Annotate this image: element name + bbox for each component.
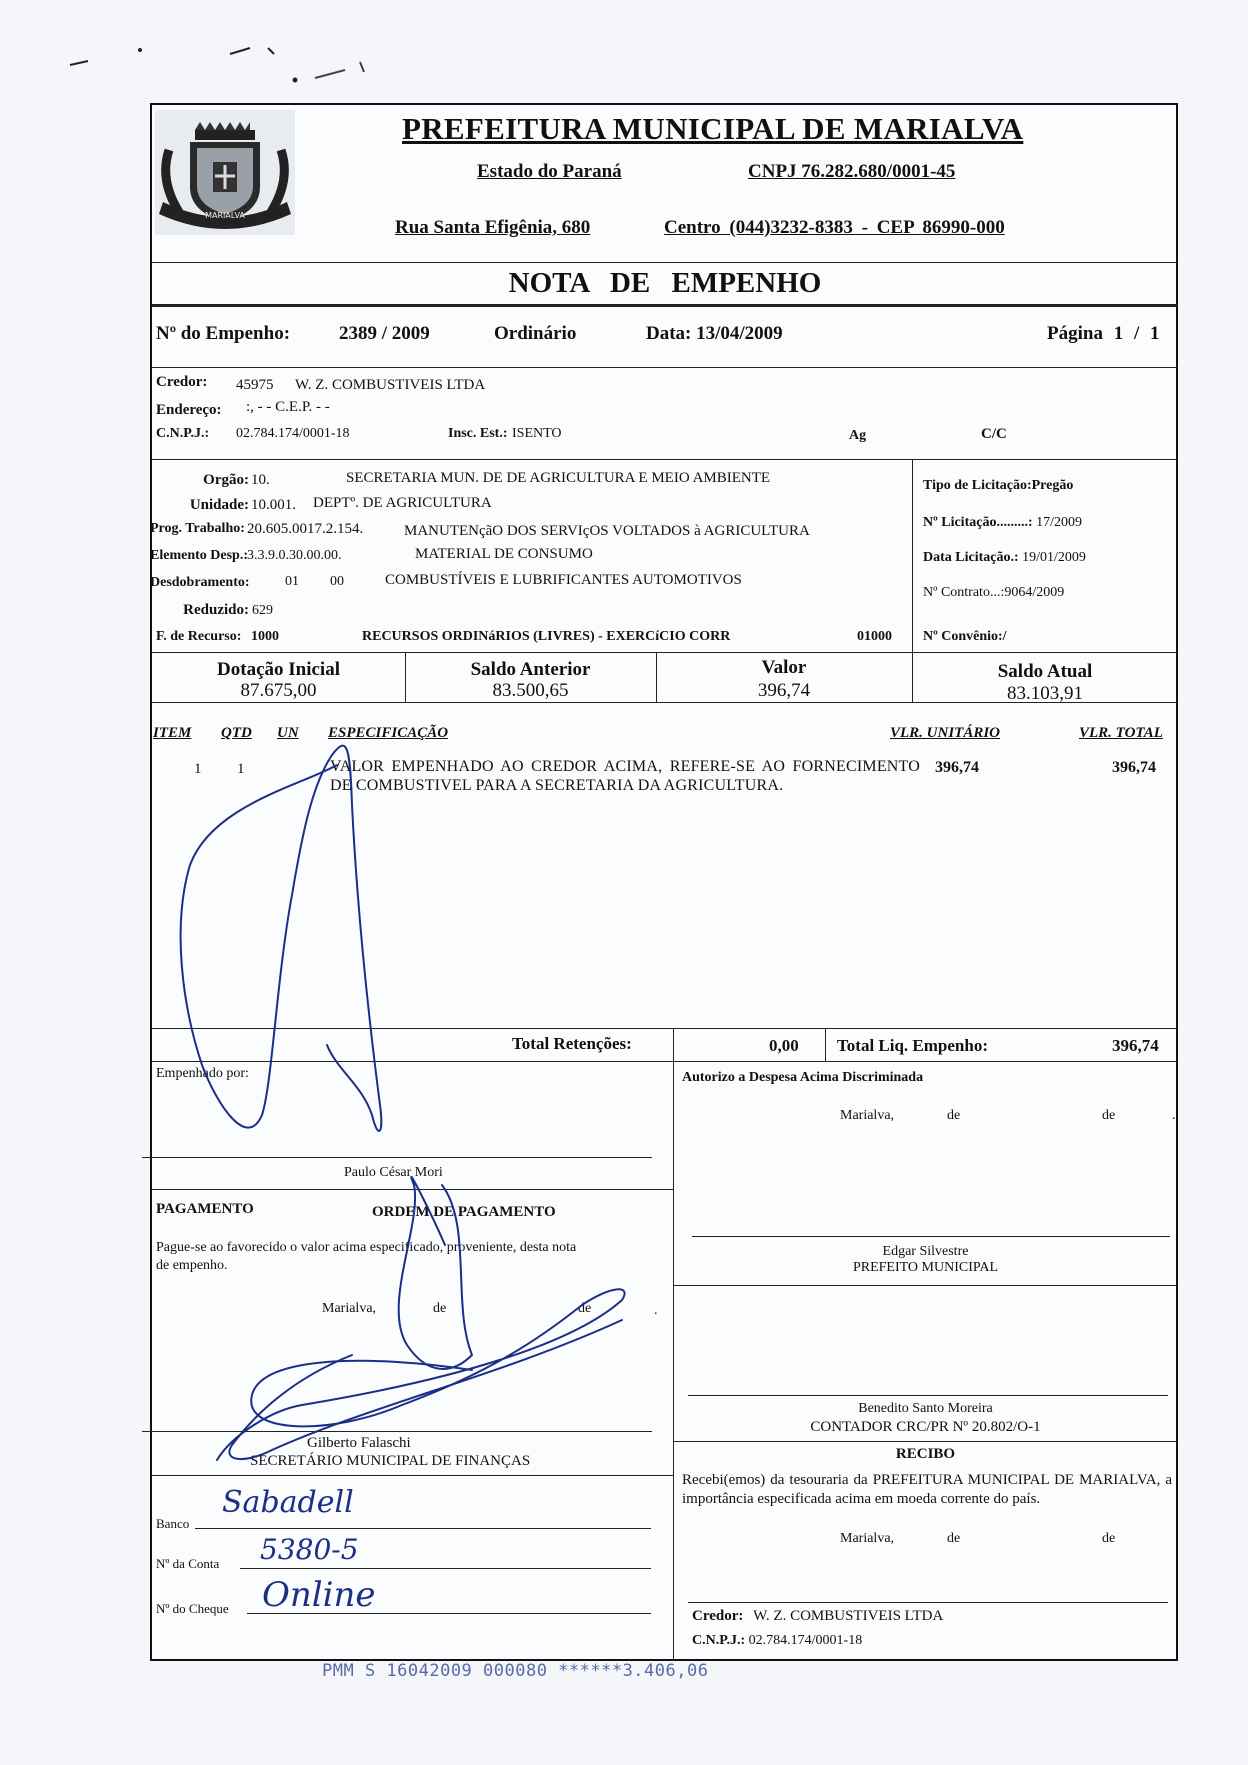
estado: Estado do Paraná [477,161,622,182]
insc-value: ISENTO [512,426,562,441]
credor-codigo: 45975 [236,377,274,393]
credor-nome: W. Z. COMBUSTIVEIS LTDA [295,377,486,393]
total-retencoes-value: 0,00 [769,1036,799,1055]
banco-label: Banco [156,1516,190,1531]
pagamento-de-2: de [578,1301,592,1316]
recibo-texto: Recebi(emos) da tesouraria da PREFEITURA MUNICIPAL DE MARIALVA, a importância especificada acima em moeda corrente do país. [682,1472,1172,1507]
valor-value: 396,74 [757,680,811,701]
prog-nome: MANUTENçãO DOS SERVIçOS VOLTADOS à AGRICULTURA [404,523,810,539]
unidade-label: Unidade: [189,497,249,513]
contador-nome: Benedito Santo Moreira [858,1401,993,1416]
dotacao-inicial-value: 87.675,00 [240,680,317,701]
recurso-label: F. de Recurso: [156,629,242,644]
saldo-atual-label: Saldo Atual [997,661,1093,682]
ag-label: Ag [849,428,867,443]
conta-label: Nº da Conta [156,1556,220,1571]
prog-cod: 20.605.0017.2.154. [247,521,364,537]
ordem-pagamento-label: ORDEM DE PAGAMENTO [372,1204,556,1220]
item-vlr-unitario: 396,74 [935,759,979,776]
elemento-nome: MATERIAL DE CONSUMO [415,546,593,562]
convenio: Nº Convênio:/ [923,629,1007,644]
empenho-numero-label: Nº do Empenho: [156,323,291,344]
col-qtd: QTD [221,725,252,741]
item-vlr-total: 396,74 [1112,759,1156,776]
desdob-a: 01 [285,574,299,589]
banco-handwritten: Sabadell [222,1485,354,1520]
recibo-de-2: de [1102,1531,1116,1546]
item-number: 1 [194,761,202,777]
col-especificacao: ESPECIFICAÇÃO [328,725,449,741]
endereco-label: Endereço: [156,402,222,418]
cheque-label: Nº do Cheque [156,1601,229,1616]
saldo-anterior-label: Saldo Anterior [470,659,591,680]
licitacao-data-label: Data Licitação.: [923,550,1019,565]
secretario-nome: Gilberto Falaschi [307,1435,411,1451]
recibo-cnpj: 02.784.174/0001-18 [748,1633,863,1648]
col-vlr-unitario: VLR. UNITÁRIO [890,725,1001,741]
total-liq-label: Total Liq. Empenho: [837,1036,988,1055]
valor-label: Valor [761,657,807,678]
nota-de-empenho-form: MARIALVA PREFEITURA MUNICIPAL DE MARIALVA Estado do Paraná CNPJ 76.282.680/0001-45 Rua Santa Efigênia, 680 Centro (044)3232-8383 - CEP 86990-000 NOTA DE EMPENHO Nº do Empenho: 2389 / 2009 Ordinário Data: 13/04/2009 Página 1 / 1 Credor: 45975 W. Z. COMBUSTIVEIS LTDA Endereço: :, - - C.E.P. - - C.N.P.J.: 02.784.174/0001-18 Insc. Est.: ISENTO Ag C/C Orgão: 10. SECRETARIA MUN. DE DE AGRICULTURA E MEIO AMBIENTE Unidade: 10.001. DEPTº. DE AGRICULTURA Prog. Trabalho: 20.605.0017.2.154. MANUTENçãO DOS SERVIçOS VOLTADOS à AGRICULTURA Elemento Desp.: 3.3.9.0.30.00.00. MATERIAL DE CONSUMO Desdobramento: 01 00 COMBUSTÍVEIS E LUBRIFICANTES AUTOMOTIVOS Reduzido: 629 F. de Recurso: 1000 RECURSOS ORDINáRIOS (LIVRES) - EXERCíCIO CORR 01000 Tipo de Licitação:Pregão Nº Licitação.........: 17/2009 Data Licitação.: 19/01/2009 Nº Contrato...:9064/2009 Nº Convênio:/ Dotação Inicial 87.675,00 Saldo Anterior 83.500,65 Valor 396,74 Saldo Atual 83.103,91 ITEM QTD UN ESPECIFICAÇÃO VLR. UNITÁRIO VLR. TOTAL 1 1 VALOR EMPENHADO AO CREDOR ACIMA, REFERE-SE AO FORNECIMENTO DE COMBUSTIVEL PARA A SECRETARIA DA AGRICULTURA. 396,74 396,74 Total Retenções: 0,00 Total Liq. Empenho: 396,74 Empenhado por: Paulo César Mori PAGAMENTO ORDEM DE PAGAMENTO Pague-se ao favorecido o valor acima especificado, proveniente, desta nota de empenho. Marialva, de de . Gilberto Falaschi SECRETÁRIO MUNICIPAL DE FINANÇAS Banco Sabadell Nº da Conta 5380-5 Nº do Cheque Online Autorizo a Despesa Acima Discriminada Marialva, de de . Edgar Silvestre PREFEITO MUNICIPAL Benedito Santo Moreira CONTADOR CRC/PR Nº 20.802/O-1 RECIBO Recebi(emos) da tesouraria da PREFEITURA MUNICIPAL DE MARIALVA, a importância especificada acima em moeda corrente do país. Marialva, de de Credor: W. Z. COMBUSTIVEIS LTDA C.N.P.J.: 02.784.174/0001-18 [150,103,1178,1661]
col-vlr-total: VLR. TOTAL [1079,725,1163,741]
autorizo-label: Autorizo a Despesa Acima Discriminada [682,1070,924,1085]
licitacao-numero: 17/2009 [1036,515,1082,530]
pagamento-local: Marialva, [322,1301,377,1316]
total-retencoes-label: Total Retenções: [512,1034,632,1053]
cnpj-label: C.N.P.J.: [156,426,210,441]
item-especificacao: VALOR EMPENHADO AO CREDOR ACIMA, REFERE-SE AO FORNECIMENTO DE COMBUSTIVEL PARA A SECRETARIA DA AGRICULTURA. [330,758,920,794]
empenho-tipo: Ordinário [494,323,577,344]
prefeito-nome: Edgar Silvestre [882,1244,969,1259]
elemento-cod: 3.3.9.0.30.00.00. [247,548,342,563]
recurso-cod: 1000 [251,629,279,644]
prefeitura-endereco: Rua Santa Efigênia, 680 [395,217,591,238]
licitacao-numero-label: Nº Licitação.........: [923,515,1033,530]
recibo-cnpj-label: C.N.P.J.: [692,1633,746,1648]
reduzido-value: 629 [252,603,273,618]
empenho-pagina: Página 1 / 1 [1047,323,1160,344]
contador-cargo: CONTADOR CRC/PR Nº 20.802/O-1 [810,1419,1041,1435]
total-liq-value: 396,74 [1112,1036,1159,1055]
col-item: ITEM [153,725,192,741]
unidade-nome: DEPTº. DE AGRICULTURA [313,495,492,511]
dotacao-inicial-label: Dotação Inicial [217,659,340,680]
insc-label: Insc. Est.: [448,426,508,441]
orgao-label: Orgão: [203,472,249,488]
pagamento-label: PAGAMENTO [156,1201,254,1217]
desdob-b: 00 [330,574,344,589]
secretario-cargo: SECRETÁRIO MUNICIPAL DE FINANÇAS [250,1453,531,1469]
conta-handwritten: 5380-5 [260,1533,359,1566]
credor-cnpj: 02.784.174/0001-18 [236,426,350,441]
elemento-label: Elemento Desp.: [150,548,248,563]
empenhado-nome: Paulo César Mori [344,1165,443,1180]
doc-title: NOTA DE EMPENHO [508,267,822,299]
prog-label: Prog. Trabalho: [150,521,245,536]
autorizo-de-2: de [1102,1108,1116,1123]
reduzido-label: Reduzido: [183,602,249,618]
orgao-nome: SECRETARIA MUN. DE DE AGRICULTURA E MEIO AMBIENTE [346,470,771,486]
prefeitura-contato: Centro (044)3232-8383 - CEP 86990-000 [664,217,1005,238]
footer-stamp-code: PMM S 16042009 000080 ******3.406,06 [322,1661,709,1681]
autorizo-de-1: de [947,1108,961,1123]
empenho-data: Data: 13/04/2009 [646,323,783,344]
contrato: Nº Contrato...:9064/2009 [923,585,1065,600]
prefeito-cargo: PREFEITO MUNICIPAL [852,1260,999,1275]
col-un: UN [277,725,299,741]
handwritten-signatures [152,105,1178,1661]
licitacao-data: 19/01/2009 [1022,550,1086,565]
svg-text:MARIALVA: MARIALVA [205,211,245,220]
item-qtd: 1 [237,761,245,777]
scan-marks [60,40,400,100]
credor-label: Credor: [156,374,208,390]
empenho-numero: 2389 / 2009 [339,323,430,344]
recibo-de-1: de [947,1531,961,1546]
pagamento-de-1: de [433,1301,447,1316]
recibo-title: RECIBO [895,1446,956,1462]
recibo-credor: W. Z. COMBUSTIVEIS LTDA [753,1608,944,1624]
autorizo-local: Marialva, [840,1108,895,1123]
recurso-nome: RECURSOS ORDINáRIOS (LIVRES) - EXERCíCIO CORR [362,629,731,644]
saldo-atual-value: 83.103,91 [1007,683,1083,704]
recurso-num: 01000 [857,629,892,644]
prefeitura-cnpj: CNPJ 76.282.680/0001-45 [748,161,956,182]
desdob-nome: COMBUSTÍVEIS E LUBRIFICANTES AUTOMOTIVOS [385,572,742,588]
orgao-cod: 10. [251,472,270,488]
cc-label: C/C [981,426,1007,442]
prefeitura-title: PREFEITURA MUNICIPAL DE MARIALVA [402,111,1024,146]
credor-endereco: :, - - C.E.P. - - [246,399,330,415]
cheque-handwritten: Online [262,1575,376,1615]
pagamento-texto: Pague-se ao favorecido o valor acima especificado, proveniente, desta nota de empenho. [156,1240,577,1273]
empenhado-por-label: Empenhado por: [156,1066,249,1081]
recibo-credor-label: Credor: [692,1608,744,1624]
licitacao-tipo: Tipo de Licitação:Pregão [923,478,1074,493]
recibo-local: Marialva, [840,1531,895,1546]
unidade-cod: 10.001. [251,497,296,513]
desdob-label: Desdobramento: [150,575,250,590]
saldo-anterior-value: 83.500,65 [492,680,569,701]
